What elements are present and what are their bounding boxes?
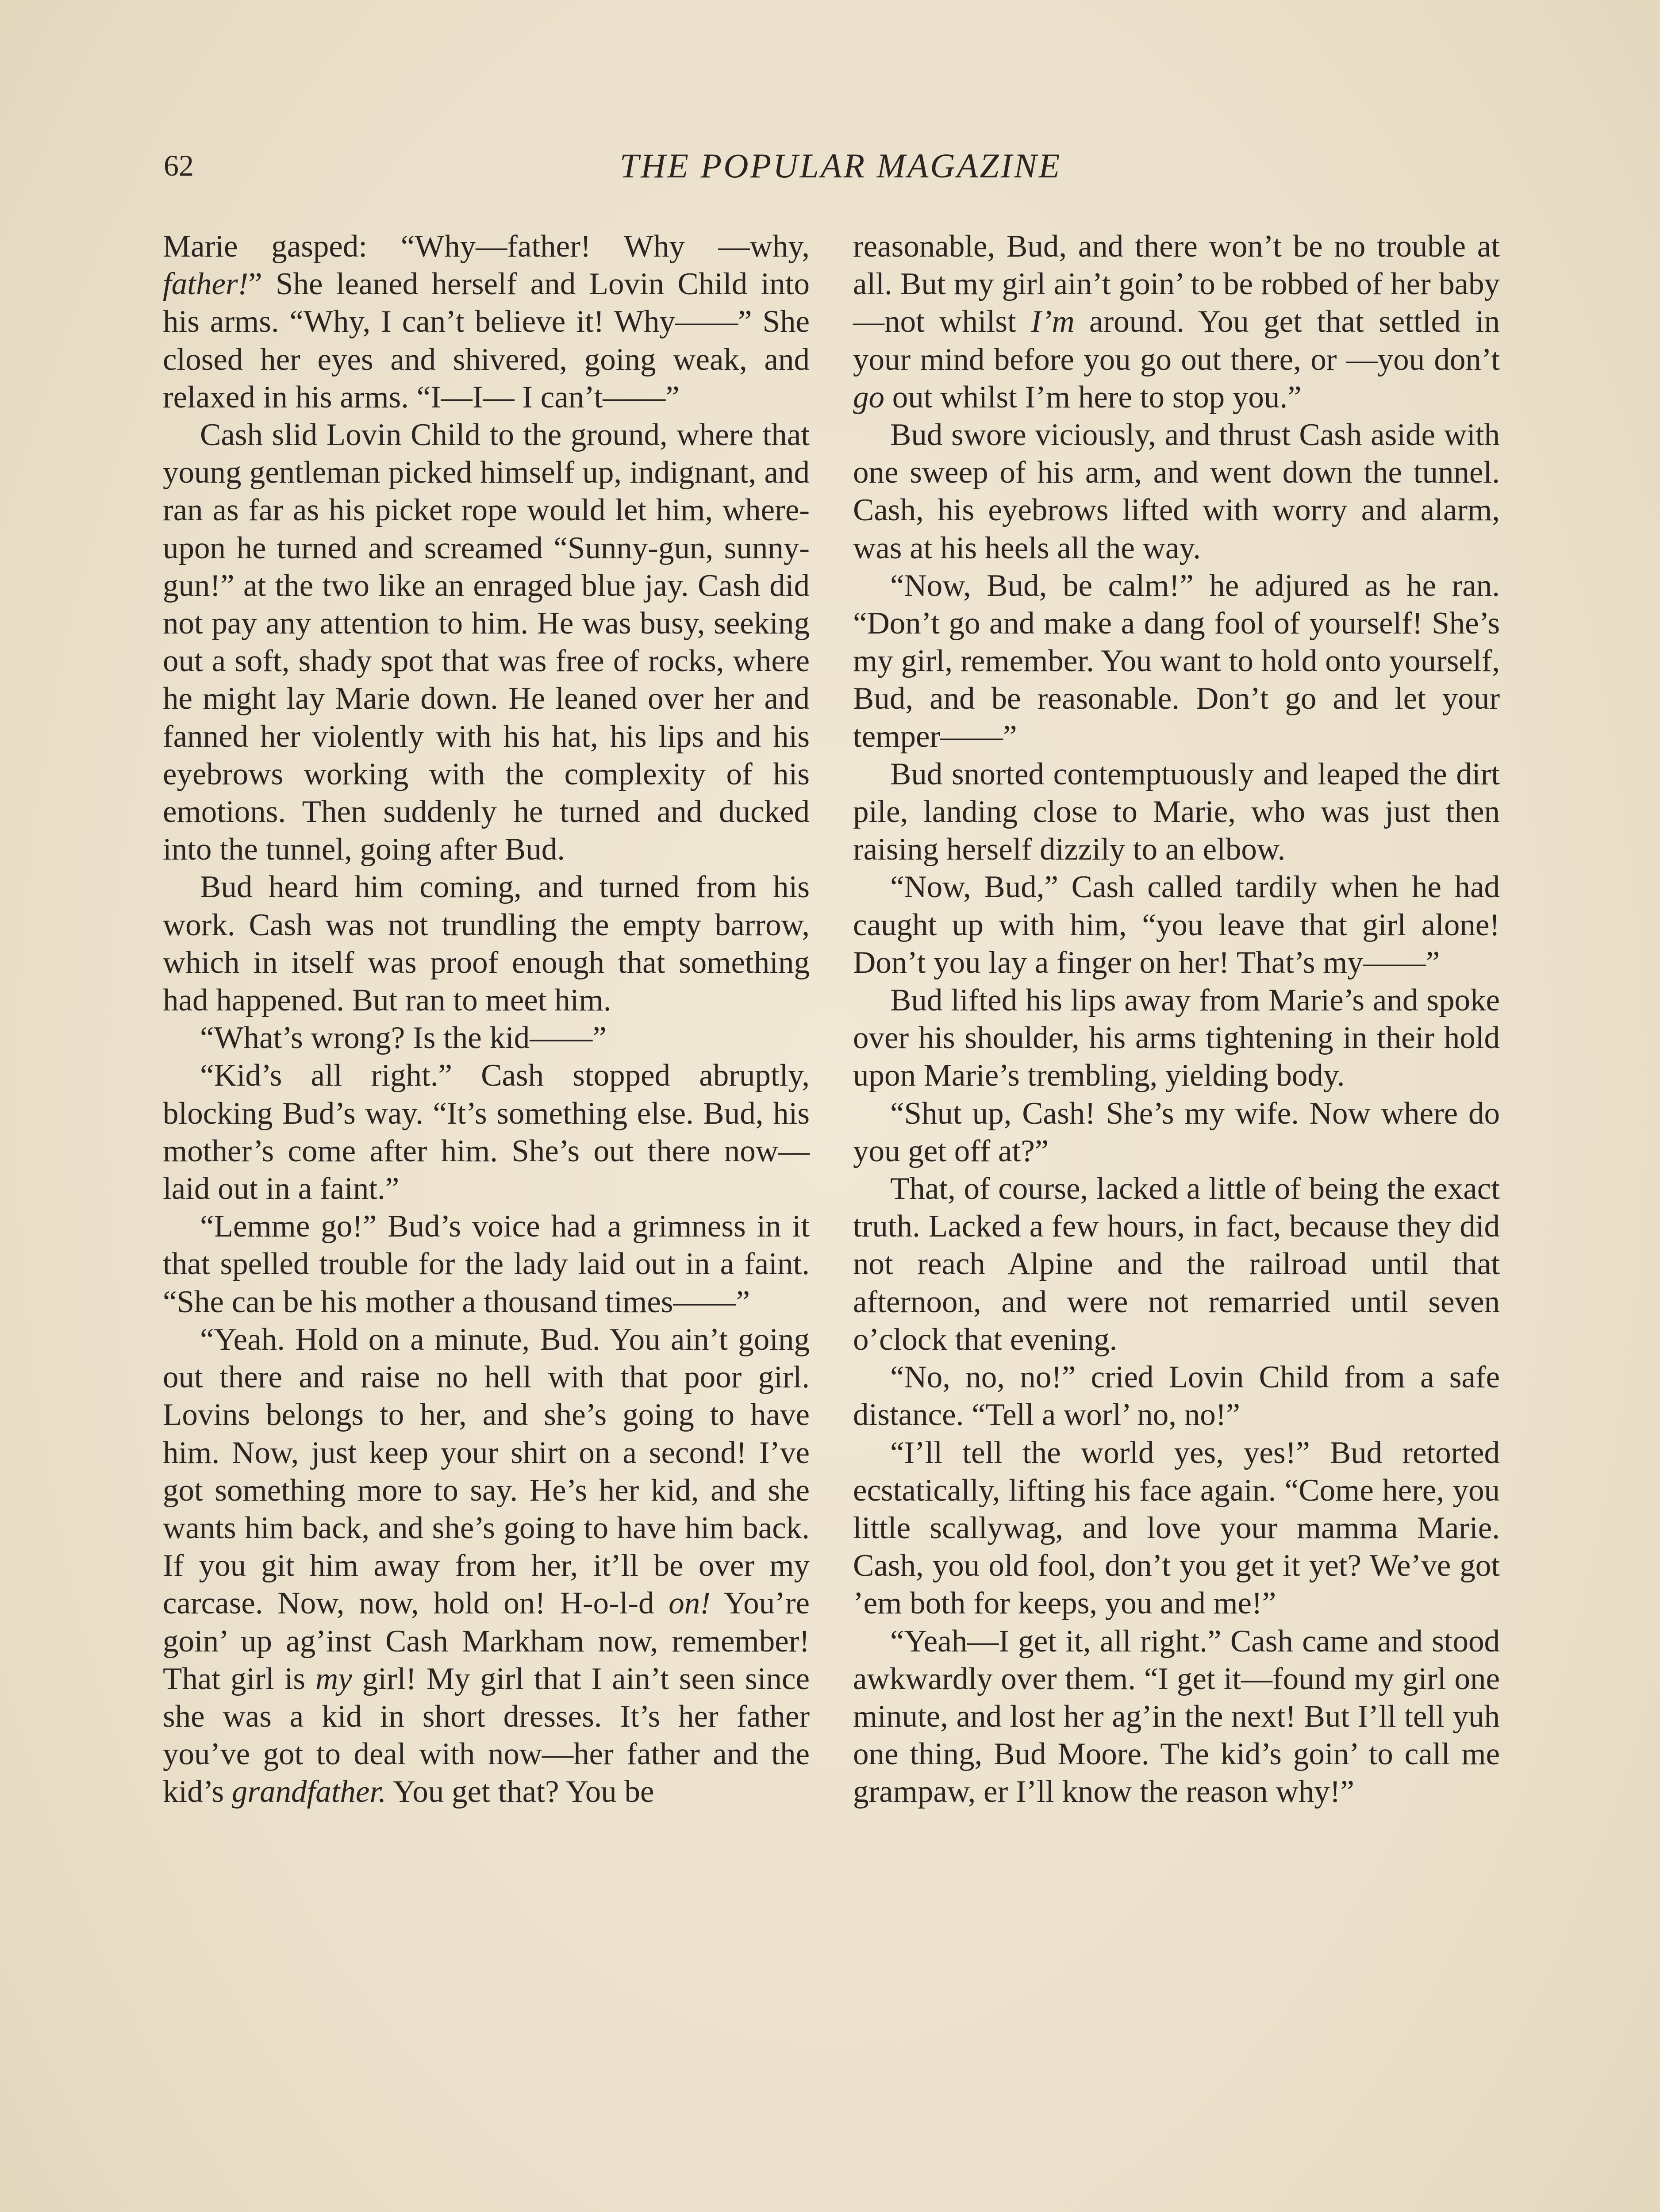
running-head: THE POPULAR MAGAZINE xyxy=(619,146,1062,185)
paragraph: “Now, Bud, be calm!” he adjured as he ran. “Don’t go and make a dang fool of yourself! She’s my girl, remember. You want to hold onto yourself, Bud, and be reasonable. Don’t go and let your temper——” xyxy=(853,568,1500,754)
paragraph: Bud lifted his lips away from Marie’s and spoke over his shoulder, his arms tightening in their hold upon Marie’s trembling, yielding body. xyxy=(853,983,1500,1093)
paragraph: Bud heard him coming, and turned from his work. Cash was not trundling the empty barrow, which in itself was proof enough that something had happened. But ran to meet him. xyxy=(163,870,810,1018)
paragraph: “Yeah—I get it, all right.” Cash came and stood awkwardly over them. “I get it—found my girl one minute, and lost her ag’in the next! But I’ll tell yuh one thing, Bud Moore. The kid’s goin’ to call me grampaw, er I’ll know the reason why!” xyxy=(853,1624,1500,1809)
paragraph: “What’s wrong? Is the kid——” xyxy=(200,1021,607,1056)
paragraph: “No, no, no!” cried Lovin Child from a safe distance. “Tell a worl’ no, no!” xyxy=(853,1360,1500,1432)
paragraph: “I’ll tell the world yes, yes!” Bud retorted ecstatically, lifting his face again. “Come here, you little scallywag, and love your mamma Marie. Cash, you old fool, don’t you get it yet? We’ve got ’em both for keeps, you and me!” xyxy=(853,1435,1500,1621)
paragraph: “Shut up, Cash! She’s my wife. Now where do you get off at?” xyxy=(853,1096,1500,1168)
paragraph: “Yeah. Hold on a minute, Bud. You ain’t going out there and raise no hell with that poor girl. Lovins belongs to her, and she’s going to have him. Now, just keep your shirt on a second! I’ve got something more to say. He’s her kid, and she wants him back, and she’s going to have him back. If you git him away from her, it’ll be over my carcase. Now, now, hold on! H-o-l-d on! You’re goin’ up ag’inst Cash Markham now, remember! That girl is my girl! My girl that I ain’t seen since she was a kid in short dresses. It’s her father you’ve got to deal with now—her father and the kid’s grandfather. You get that? You be xyxy=(163,1322,810,1809)
paragraph: Bud snorted contemptuously and leaped the dirt pile, landing close to Marie, who was just then raising herself dizzily to an elbow. xyxy=(853,757,1500,867)
paragraph: “Now, Bud,” Cash called tardily when he had caught up with him, “you leave that girl alone! Don’t you lay a finger on her! That’s my——” xyxy=(853,870,1500,980)
right-text-column xyxy=(853,228,1500,1811)
paragraph: Bud swore viciously, and thrust Cash aside with one sweep of his arm, and went down the tunnel. Cash, his eyebrows lifted with worry and alarm, was at his heels all the way. xyxy=(853,418,1500,565)
paragraph: Marie gasped: “Why—father! Why —why, father!” She leaned herself and Lovin Child into his arms. “Why, I can’t believe it! Why——” She closed her eyes and shivered, going weak, and relaxed in his arms. “I—I— I can’t——” xyxy=(163,229,810,415)
paragraph: That, of course, lacked a little of being the exact truth. Lacked a few hours, in fact, because they did not reach Alpine and the railroad until that afternoon, and were not remarried until seven o’clock that evening. xyxy=(853,1171,1500,1357)
paragraph: reasonable, Bud, and there won’t be no trouble at all. But my girl ain’t goin’ to be robbed of her baby—not whilst I’m around. You get that settled in your mind before you go out there, or —you don’t go out whilst I’m here to stop you.” xyxy=(853,229,1500,415)
paragraph: “Kid’s all right.” Cash stopped abruptly, blocking Bud’s way. “It’s something else. Bud, his mother’s come after him. She’s out there now—laid out in a faint.” xyxy=(163,1058,810,1206)
paragraph: Cash slid Lovin Child to the ground, where that young gentleman picked himself up, indignant, and ran as far as his picket rope would let him, whereupon he turned and screamed “Sunny-gun, sunny-gun!” at the two like an enraged blue jay. Cash did not pay any attention to him. He was busy, seeking out a soft, shady spot that was free of rocks, where he might lay Marie down. He leaned over her and fanned her violently with his hat, his lips and his eyebrows working with the complexity of his emotions. Then suddenly he turned and ducked into the tunnel, going after Bud. xyxy=(163,418,810,867)
paragraph: “Lemme go!” Bud’s voice had a grimness in it that spelled trouble for the lady laid out in a faint. “She can be his mother a thousand times——” xyxy=(163,1209,810,1319)
page-number: 62 xyxy=(164,149,194,182)
left-text-column xyxy=(163,228,810,1811)
